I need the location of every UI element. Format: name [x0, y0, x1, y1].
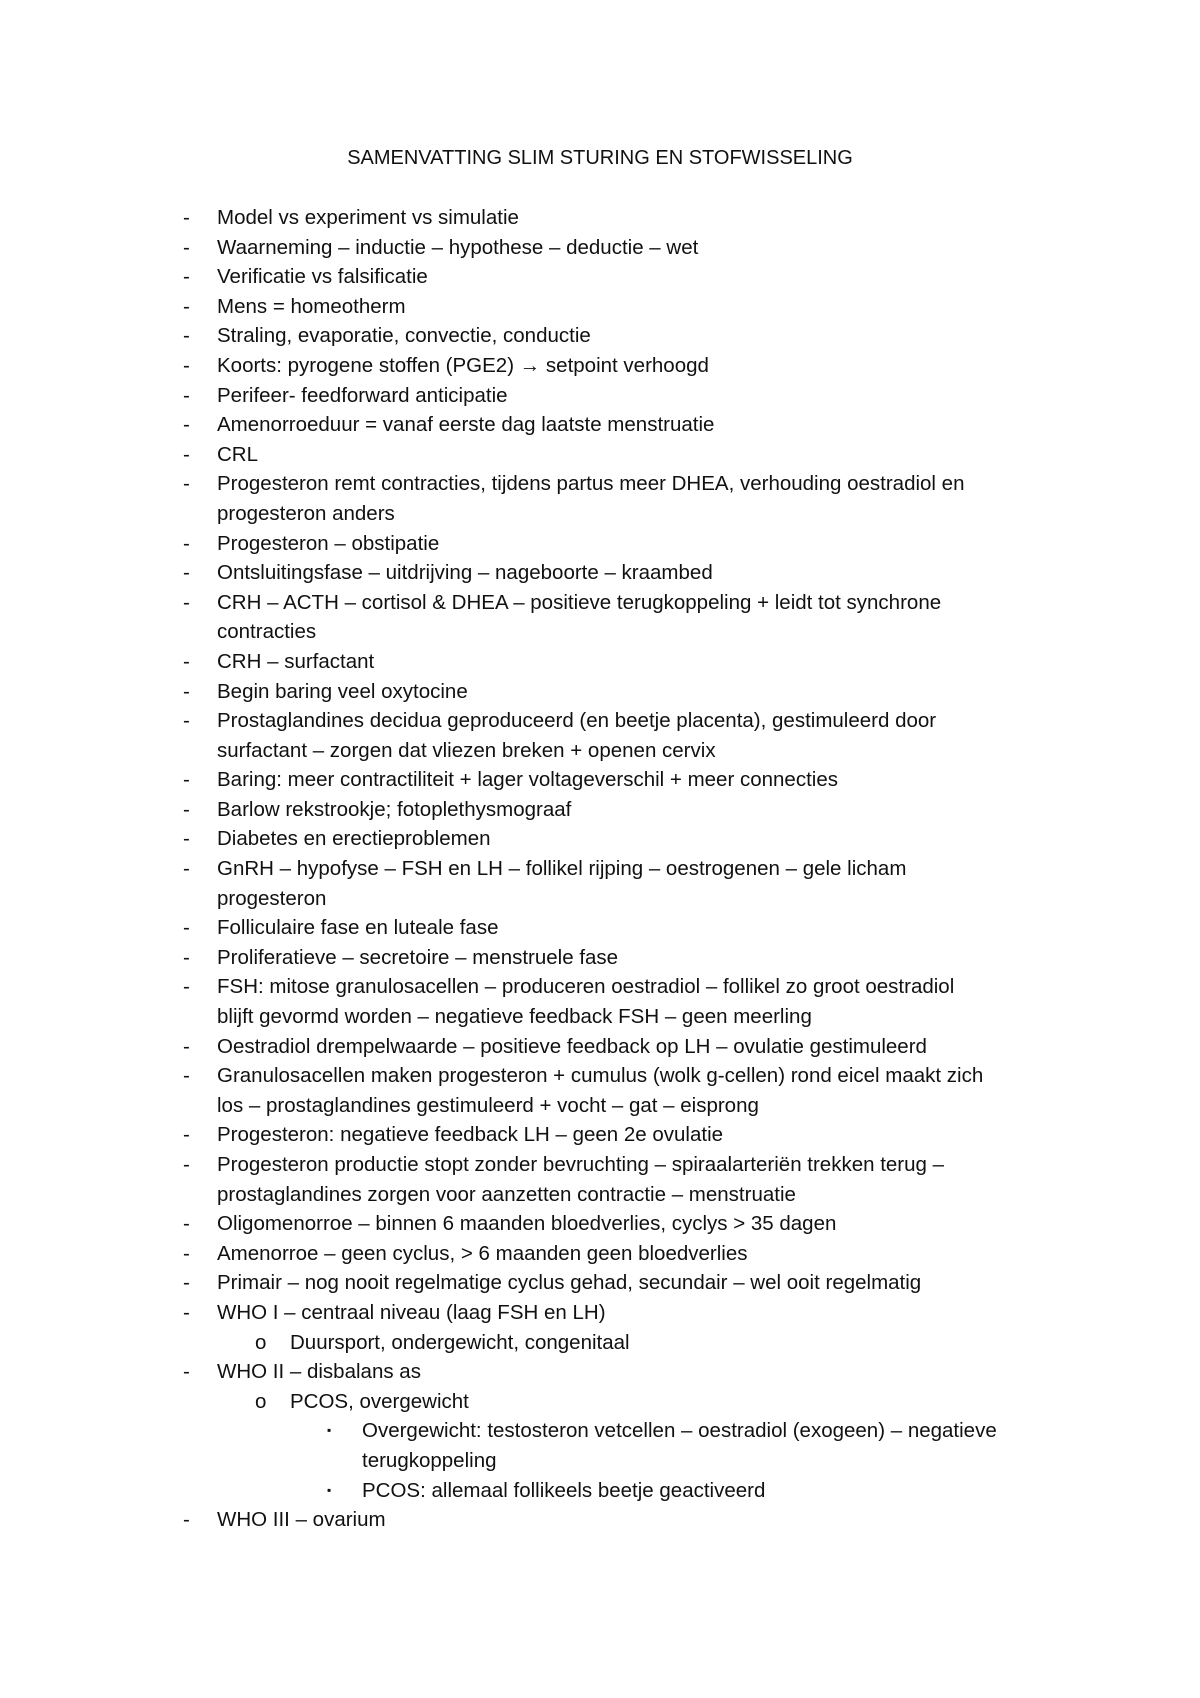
list-item-text: FSH: mitose granulosacellen – produceren oestradiol – follikel zo groot oestradiol [217, 975, 955, 999]
dash-bullet: - [183, 1241, 190, 1265]
dash-bullet: - [183, 945, 190, 969]
list-item [0, 1209, 1200, 1239]
dash-bullet: - [183, 975, 190, 999]
dash-bullet: - [183, 442, 190, 466]
list-item [0, 1357, 1200, 1387]
dash-bullet: - [183, 679, 190, 703]
list-item-text: contracties [217, 620, 317, 644]
document-title: SAMENVATTING SLIM STURING EN STOFWISSELING [347, 147, 853, 169]
dash-bullet: - [183, 1212, 190, 1236]
bullet-list [0, 203, 1200, 1535]
list-item [0, 233, 1200, 263]
list-item-text: Duursport, ondergewicht, congenitaal [290, 1330, 630, 1354]
list-item [0, 943, 1200, 973]
dash-bullet: - [183, 797, 190, 821]
list-item [0, 677, 1200, 707]
list-item-text: Barlow rekstrookje; fotoplethysmograaf [217, 797, 572, 821]
list-item [0, 558, 1200, 588]
list-item [0, 292, 1200, 322]
list-item-text: Perifeer- feedforward anticipatie [217, 383, 508, 407]
dash-bullet: - [183, 531, 190, 555]
list-item [0, 1416, 1200, 1475]
list-item-text: Oestradiol drempelwaarde – positieve feedback op LH – ovulatie gestimuleerd [217, 1034, 927, 1058]
dash-bullet: - [183, 768, 190, 792]
dash-bullet: - [183, 857, 190, 881]
list-item [0, 854, 1200, 913]
square-bullet-icon: ▪ [327, 1482, 332, 1497]
list-item [0, 972, 1200, 1031]
list-item-text: GnRH – hypofyse – FSH en LH – follikel rijping – oestrogenen – gele licham [217, 857, 907, 881]
circle-bullet-icon: o [255, 1389, 267, 1413]
dash-bullet: - [183, 1034, 190, 1058]
list-item-text: Progesteron remt contracties, tijdens partus meer DHEA, verhouding oestradiol en [217, 472, 965, 496]
list-item-text: Verificatie vs falsificatie [217, 265, 428, 289]
list-item [0, 1387, 1200, 1417]
list-item [0, 529, 1200, 559]
list-item-text: Baring: meer contractiliteit + lager voltageverschil + meer connecties [217, 768, 838, 792]
dash-bullet: - [183, 353, 190, 377]
list-item-text: PCOS, overgewicht [290, 1389, 469, 1413]
list-item-text: prostaglandines zorgen voor aanzetten contractie – menstruatie [217, 1182, 796, 1206]
list-item-text: WHO III – ovarium [217, 1508, 386, 1532]
list-item [0, 410, 1200, 440]
list-item-text: PCOS: allemaal follikeels beetje geactiveerd [362, 1478, 766, 1502]
list-item-text: Progesteron – obstipatie [217, 531, 440, 555]
dash-bullet: - [183, 590, 190, 614]
list-item-text: Ontsluitingsfase – uitdrijving – nageboorte – kraambed [217, 561, 713, 585]
list-item [0, 1505, 1200, 1535]
dash-bullet: - [183, 413, 190, 437]
dash-bullet: - [183, 1360, 190, 1384]
dash-bullet: - [183, 383, 190, 407]
list-item [0, 1268, 1200, 1298]
list-item-text: blijft gevormd worden – negatieve feedback FSH – geen meerling [217, 1005, 812, 1029]
list-item-text: los – prostaglandines gestimuleerd + vocht – gat – eisprong [217, 1093, 759, 1117]
dash-bullet: - [183, 294, 190, 318]
list-item-text: Straling, evaporatie, convectie, conductie [217, 324, 591, 348]
dash-bullet: - [183, 709, 190, 733]
dash-bullet: - [183, 324, 190, 348]
list-item [0, 1150, 1200, 1209]
list-item [0, 351, 1200, 381]
list-item-text: Proliferatieve – secretoire – menstruele fase [217, 945, 619, 969]
list-item [0, 1298, 1200, 1328]
list-item-text: surfactant – zorgen dat vliezen breken + openen cervix [217, 738, 716, 762]
list-item-text: progesteron [217, 886, 327, 910]
list-item-text: Progesteron: negatieve feedback LH – geen 2e ovulatie [217, 1123, 724, 1147]
list-item-text: Amenorroeduur = vanaf eerste dag laatste menstruatie [217, 413, 715, 437]
list-item-text: CRH – surfactant [217, 649, 375, 673]
list-item-text: Waarneming – inductie – hypothese – deductie – wet [217, 235, 699, 259]
dash-bullet: - [183, 472, 190, 496]
list-item-text: Progesteron productie stopt zonder bevruchting – spiraalarteriën trekken terug – [217, 1153, 945, 1176]
dash-bullet: - [183, 1064, 190, 1088]
list-item [0, 913, 1200, 943]
list-item [0, 1120, 1200, 1150]
dash-bullet: - [183, 561, 190, 585]
dash-bullet: - [183, 1300, 190, 1324]
list-item [0, 1328, 1200, 1358]
circle-bullet-icon: o [255, 1330, 267, 1354]
list-item [0, 440, 1200, 470]
dash-bullet: - [183, 235, 190, 259]
list-item-text: Koorts: pyrogene stoffen (PGE2) → setpoint verhoogd [217, 353, 709, 377]
list-item-text: terugkoppeling [362, 1448, 497, 1472]
dash-bullet: - [183, 265, 190, 289]
list-item-text: Oligomenorroe – binnen 6 maanden bloedverlies, cyclys > 35 dagen [217, 1212, 837, 1236]
dash-bullet: - [183, 916, 190, 940]
list-item [0, 765, 1200, 795]
dash-bullet: - [183, 1508, 190, 1532]
list-item-text: WHO I – centraal niveau (laag FSH en LH) [217, 1300, 606, 1324]
list-item-text: Diabetes en erectieproblemen [217, 827, 491, 851]
list-item [0, 381, 1200, 411]
dash-bullet: - [183, 1153, 190, 1176]
list-item [0, 1476, 1200, 1506]
list-item-text: progesteron anders [217, 501, 395, 525]
list-item-text: Primair – nog nooit regelmatige cyclus gehad, secundair – wel ooit regelmatig [217, 1271, 922, 1295]
list-item-text: CRH – ACTH – cortisol & DHEA – positieve terugkoppeling + leidt tot synchrone [217, 590, 942, 614]
list-item-text: WHO II – disbalans as [217, 1360, 421, 1384]
list-item-text: Begin baring veel oxytocine [217, 679, 468, 703]
list-item-text: Folliculaire fase en luteale fase [217, 916, 499, 940]
list-item [0, 1061, 1200, 1120]
dash-bullet: - [183, 1123, 190, 1147]
dash-bullet: - [183, 649, 190, 673]
list-item [0, 1239, 1200, 1269]
list-item-text: Model vs experiment vs simulatie [217, 206, 519, 229]
list-item-text: Amenorroe – geen cyclus, > 6 maanden geen bloedverlies [217, 1241, 748, 1265]
list-item [0, 1032, 1200, 1062]
dash-bullet: - [183, 1271, 190, 1295]
list-item-text: CRL [217, 442, 259, 466]
list-item [0, 262, 1200, 292]
list-item-text: Mens = homeotherm [217, 294, 406, 318]
square-bullet-icon: ▪ [327, 1423, 332, 1438]
list-item [0, 824, 1200, 854]
dash-bullet: - [183, 827, 190, 851]
dash-bullet: - [183, 206, 190, 229]
list-item [0, 588, 1200, 647]
list-item-text: Granulosacellen maken progesteron + cumulus (wolk g-cellen) rond eicel maakt zich [217, 1064, 984, 1088]
list-item [0, 203, 1200, 233]
list-item [0, 469, 1200, 528]
list-item [0, 795, 1200, 825]
list-item [0, 321, 1200, 351]
list-item-text: Overgewicht: testosteron vetcellen – oestradiol (exogeen) – negatieve [362, 1419, 997, 1443]
list-item [0, 706, 1200, 765]
list-item-text: Prostaglandines decidua geproduceerd (en beetje placenta), gestimuleerd door [217, 709, 937, 733]
list-item [0, 647, 1200, 677]
